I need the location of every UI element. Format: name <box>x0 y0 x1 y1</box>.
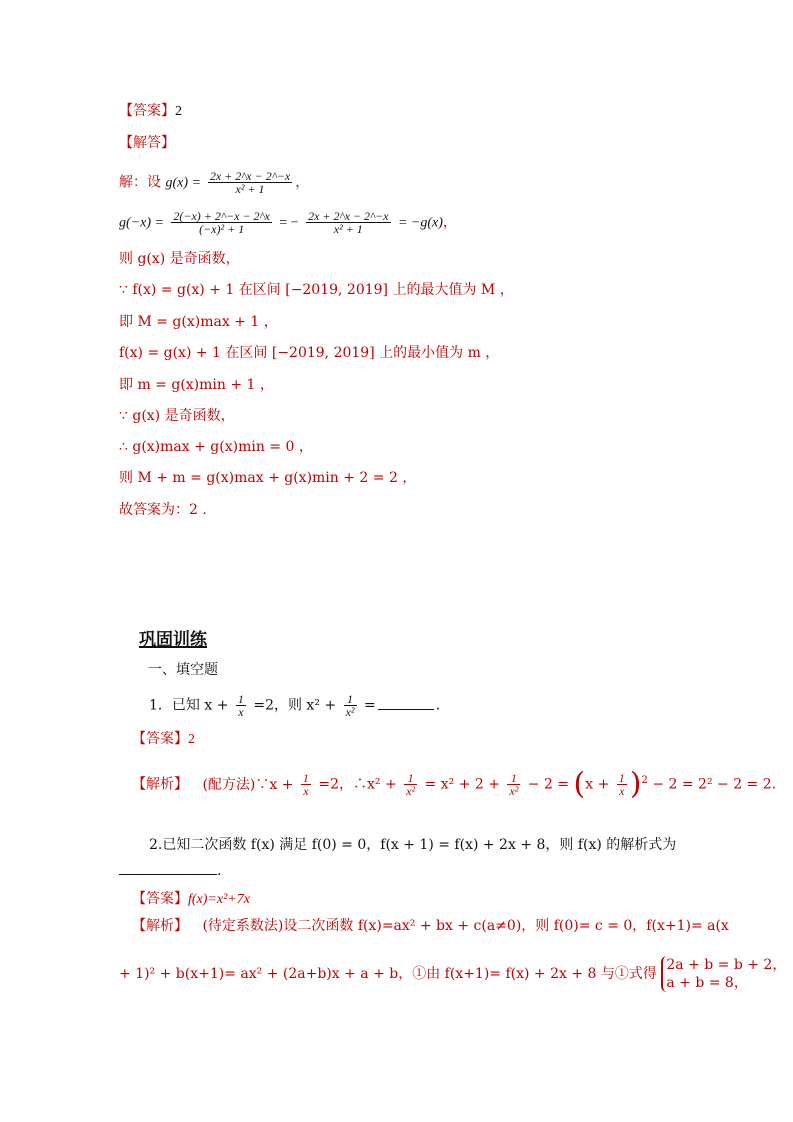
solution-line-6: f(x) = g(x) + 1 在区间 [−2019, 2019] 上的最小值为 m ， <box>119 345 500 361</box>
q1-answer <box>132 730 195 749</box>
fraction: $\frac{1}{\text{x²}}$ <box>509 771 519 799</box>
fraction: $\frac{2x + 2\^{}x - 2\^{}-x}{\text{x² + 1}}$ <box>209 169 291 196</box>
solution-line-7: 即 m = g(x)min + 1 ， <box>119 377 274 393</box>
answer-line <box>119 102 182 121</box>
solution-line-8: ∵ g(x) 是奇函数， <box>119 408 235 424</box>
fraction: $\frac{2x + 2\^{}x - 2\^{}-x}{\text{x² + 1}}$ <box>308 209 389 236</box>
answer-label: 【答案】 <box>132 731 188 747</box>
answer-blank <box>378 697 434 710</box>
q2-analysis-line-2: + 1)² + b(x+1)= ax² + (2a+b)x + a + b，①由 f(x+1)= f(x) + 2x + 8 与①式得 2a + b = b + 2， a + b = 8， <box>119 957 787 991</box>
analysis-label: 【解析】 <box>132 918 188 934</box>
answer-value: 2 <box>175 104 182 119</box>
fraction: $\frac{1}{x}$ <box>618 771 625 799</box>
q1-analysis: 【解析】 (配方法)∵x + $\frac{1}{x}$ =2，∴x² + $\frac{1}{\text{x²}}$ = x² + 2 + $\frac{1}{\text{x²}}$ − 2 = (x + $\frac{1}{x}$ )$^2$ − 2 = 2² − 2 = 2. <box>132 766 777 802</box>
fraction: $\frac{2(-x) + 2\^{}-x - 2\^{}x}{\text{(−x)² + 1}}$ <box>173 209 270 236</box>
solution-line-10: 则 M + m = g(x)max + g(x)min + 2 = 2 ， <box>119 470 417 486</box>
solution-line-4: ∵ f(x) = g(x) + 1 在区间 [−2019, 2019] 上的最大值为 M ， <box>119 282 514 298</box>
fraction: $\frac{1}{\text{x²}}$ <box>406 771 416 799</box>
question-1: 1．已知 x + $\frac{1}{x}$ =2，则 x² + $\frac{1}{\text{x²}}$ = . <box>149 692 441 719</box>
equation-system: 2a + b = b + 2， a + b = 8， <box>661 956 786 992</box>
q2-answer <box>132 890 250 909</box>
fraction: $\frac{1}{\text{x²}}$ <box>345 692 355 719</box>
solution-line-3: 则 g(x) 是奇函数， <box>119 251 240 267</box>
question-2-blank: . <box>119 862 221 880</box>
answer-label: 【答案】 <box>132 891 188 907</box>
answer-value: f(x)=x²+7x <box>188 892 250 907</box>
answer-label: 【答案】 <box>119 103 175 119</box>
section-title: 巩固训练 <box>139 630 207 650</box>
fraction: $\frac{1}{x}$ <box>237 692 244 719</box>
solution-line-2: g(−x) = $\frac{2(-x) + 2\^{}-x - 2\^{}x}{\text{(−x)² + 1}}$ = − $\frac{2x + 2\^{}x - 2\^{}-x}{\text{x² + 1}}$ = −g(x)， <box>119 209 457 236</box>
analysis-label: 【解析】 <box>132 776 188 793</box>
question-2: 2.已知二次函数 f(x) 满足 f(0) = 0，f(x + 1) = f(x) + 2x + 8，则 f(x) 的解析式为 <box>149 837 677 853</box>
q2-analysis-line-1: 【解析】 (待定系数法)设二次函数 f(x)=ax² + bx + c(a≠0)，则 f(0)= c = 0，f(x+1)= a(x <box>132 918 729 934</box>
subsection-heading: 一、填空题 <box>148 662 218 678</box>
solution-line-9: ∴ g(x)max + g(x)min = 0 ， <box>119 439 313 455</box>
answer-blank <box>119 862 217 875</box>
solution-label: 【解答】 <box>119 135 175 151</box>
answer-value: 2 <box>188 732 195 747</box>
solution-line-11: 故答案为：2 . <box>119 502 207 518</box>
solution-line-1: 解：设 g(x) = $\frac{2x + 2\^{}x - 2\^{}-x}{\text{x² + 1}}$ ， <box>119 169 310 196</box>
solution-line-5: 即 M = g(x)max + 1 ， <box>119 314 278 330</box>
fraction: $\frac{1}{x}$ <box>302 771 309 799</box>
